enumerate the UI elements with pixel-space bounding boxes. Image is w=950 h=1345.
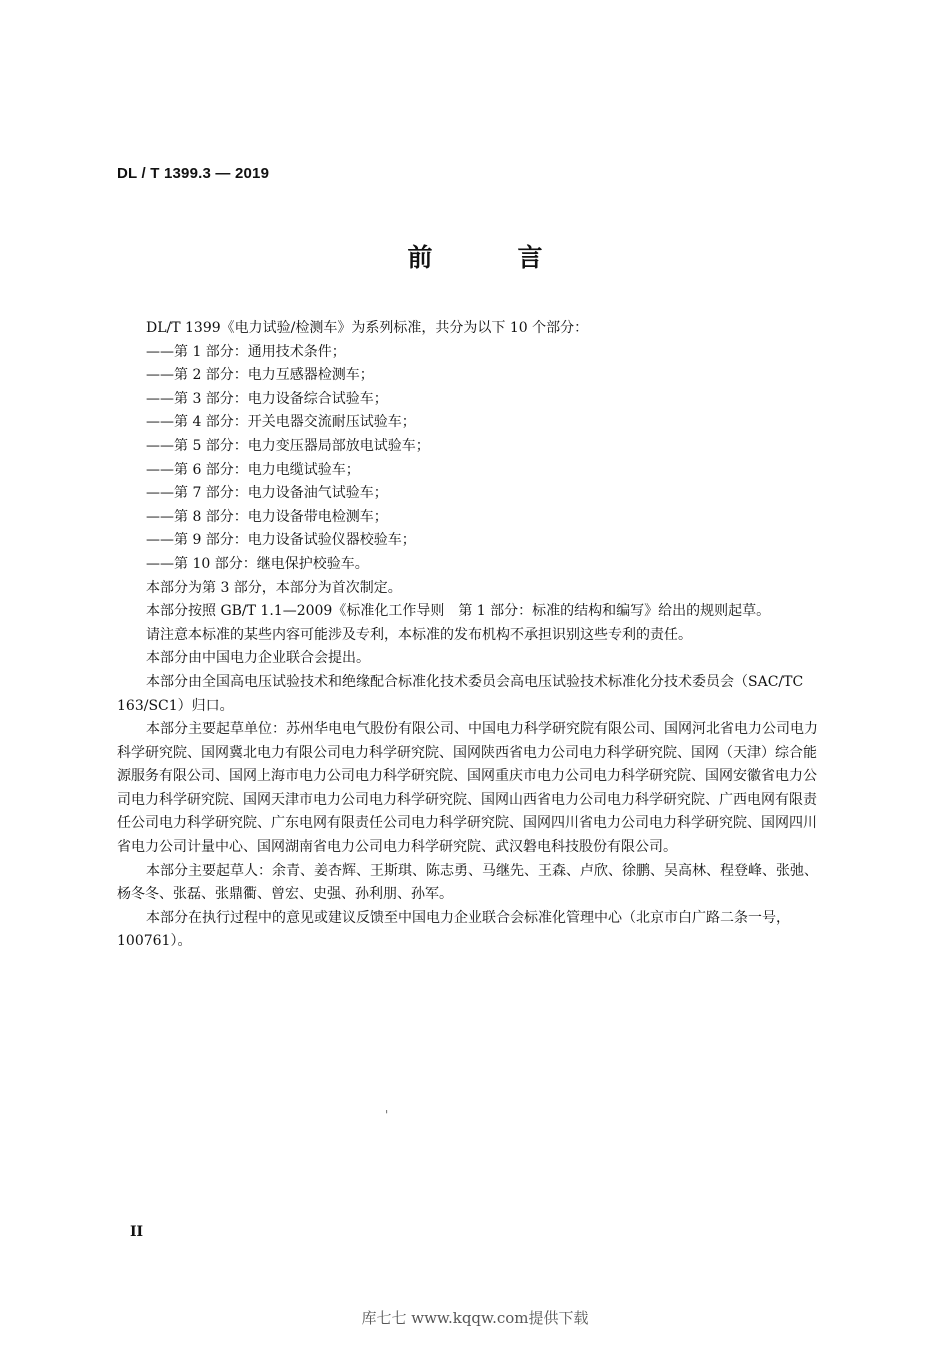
- paragraph: 请注意本标准的某些内容可能涉及专利，本标准的发布机构不承担识别这些专利的责任。: [146, 626, 692, 643]
- list-item: ——第 5 部分：电力变压器局部放电试验车；: [146, 437, 430, 454]
- standard-code: DL / T 1399.3 — 2019: [117, 165, 270, 182]
- list-item: ——第 2 部分：电力互感器检测车；: [146, 367, 374, 384]
- list-item: ——第 6 部分：电力电缆试验车；: [146, 461, 360, 478]
- list-item: ——第 4 部分：开关电器交流耐压试验车；: [146, 414, 416, 431]
- paragraph: 本部分由全国高电压试验技术和绝缘配合标准化技术委员会高电压试验技术标准化分技术委员会（SAC/TC 163/SC1）归口。: [117, 673, 804, 714]
- list-item: ——第 1 部分：通用技术条件；: [146, 343, 346, 360]
- stray-mark: ': [385, 1108, 389, 1122]
- intro-paragraph: DL/T 1399《电力试验/检测车》为系列标准，共分为以下 10 个部分：: [146, 320, 589, 336]
- paragraph: 本部分在执行过程中的意见或建议反馈至中国电力企业联合会标准化管理中心（北京市白广路二条一号，100761）。: [117, 909, 790, 950]
- paragraph: 本部分由中国电力企业联合会提出。: [146, 650, 370, 667]
- parts-list: [117, 341, 829, 577]
- paragraph: 本部分主要起草人：余青、姜杏辉、王斯琪、陈志勇、马继先、王森、卢欣、徐鹏、吴高林、程登峰、张弛、杨冬冬、张磊、张鼎衢、曾宏、史强、孙利朋、孙军。: [117, 862, 818, 903]
- list-item: ——第 9 部分：电力设备试验仪器校验车；: [146, 532, 416, 549]
- list-item: ——第 7 部分：电力设备油气试验车；: [146, 485, 388, 502]
- list-item: ——第 10 部分：继电保护校验车。: [146, 555, 369, 572]
- download-footer: 库七七 www.kqqw.com提供下载: [361, 1309, 589, 1327]
- paragraph: 本部分主要起草单位：苏州华电电气股份有限公司、中国电力科学研究院有限公司、国网河北省电力公司电力科学研究院、国网冀北电力有限公司电力科学研究院、国网陕西省电力公司电力科学研究院、国网（天津）综合能源服务有限公司、国网上海市电力公司电力科学研究院、国网重庆市电力公司电力科学研究院、国网安徽省电力公司电力科学研究院、国网天津市电力公司电力科学研究院、国网山西省电力公司电力科学研究院、广西电网有限责任公司电力科学研究院、广东电网有限责任公司电力科学研究院、国网四川省电力公司电力科学研究院、国网四川省电力公司计量中心、国网湖南省电力公司电力科学研究院、武汉磐电科技股份有限公司。: [117, 721, 818, 856]
- page-number: II: [130, 1224, 144, 1240]
- paragraph: 本部分按照 GB/T 1.1—2009《标准化工作导则 第 1 部分：标准的结构和编写》给出的规则起草。: [146, 603, 771, 620]
- list-item: ——第 8 部分：电力设备带电检测车；: [146, 508, 388, 525]
- paragraph: 本部分为第 3 部分，本部分为首次制定。: [146, 579, 402, 596]
- foreword-body: [117, 317, 829, 954]
- page-title: 前 言: [407, 243, 573, 272]
- list-item: ——第 3 部分：电力设备综合试验车；: [146, 390, 388, 407]
